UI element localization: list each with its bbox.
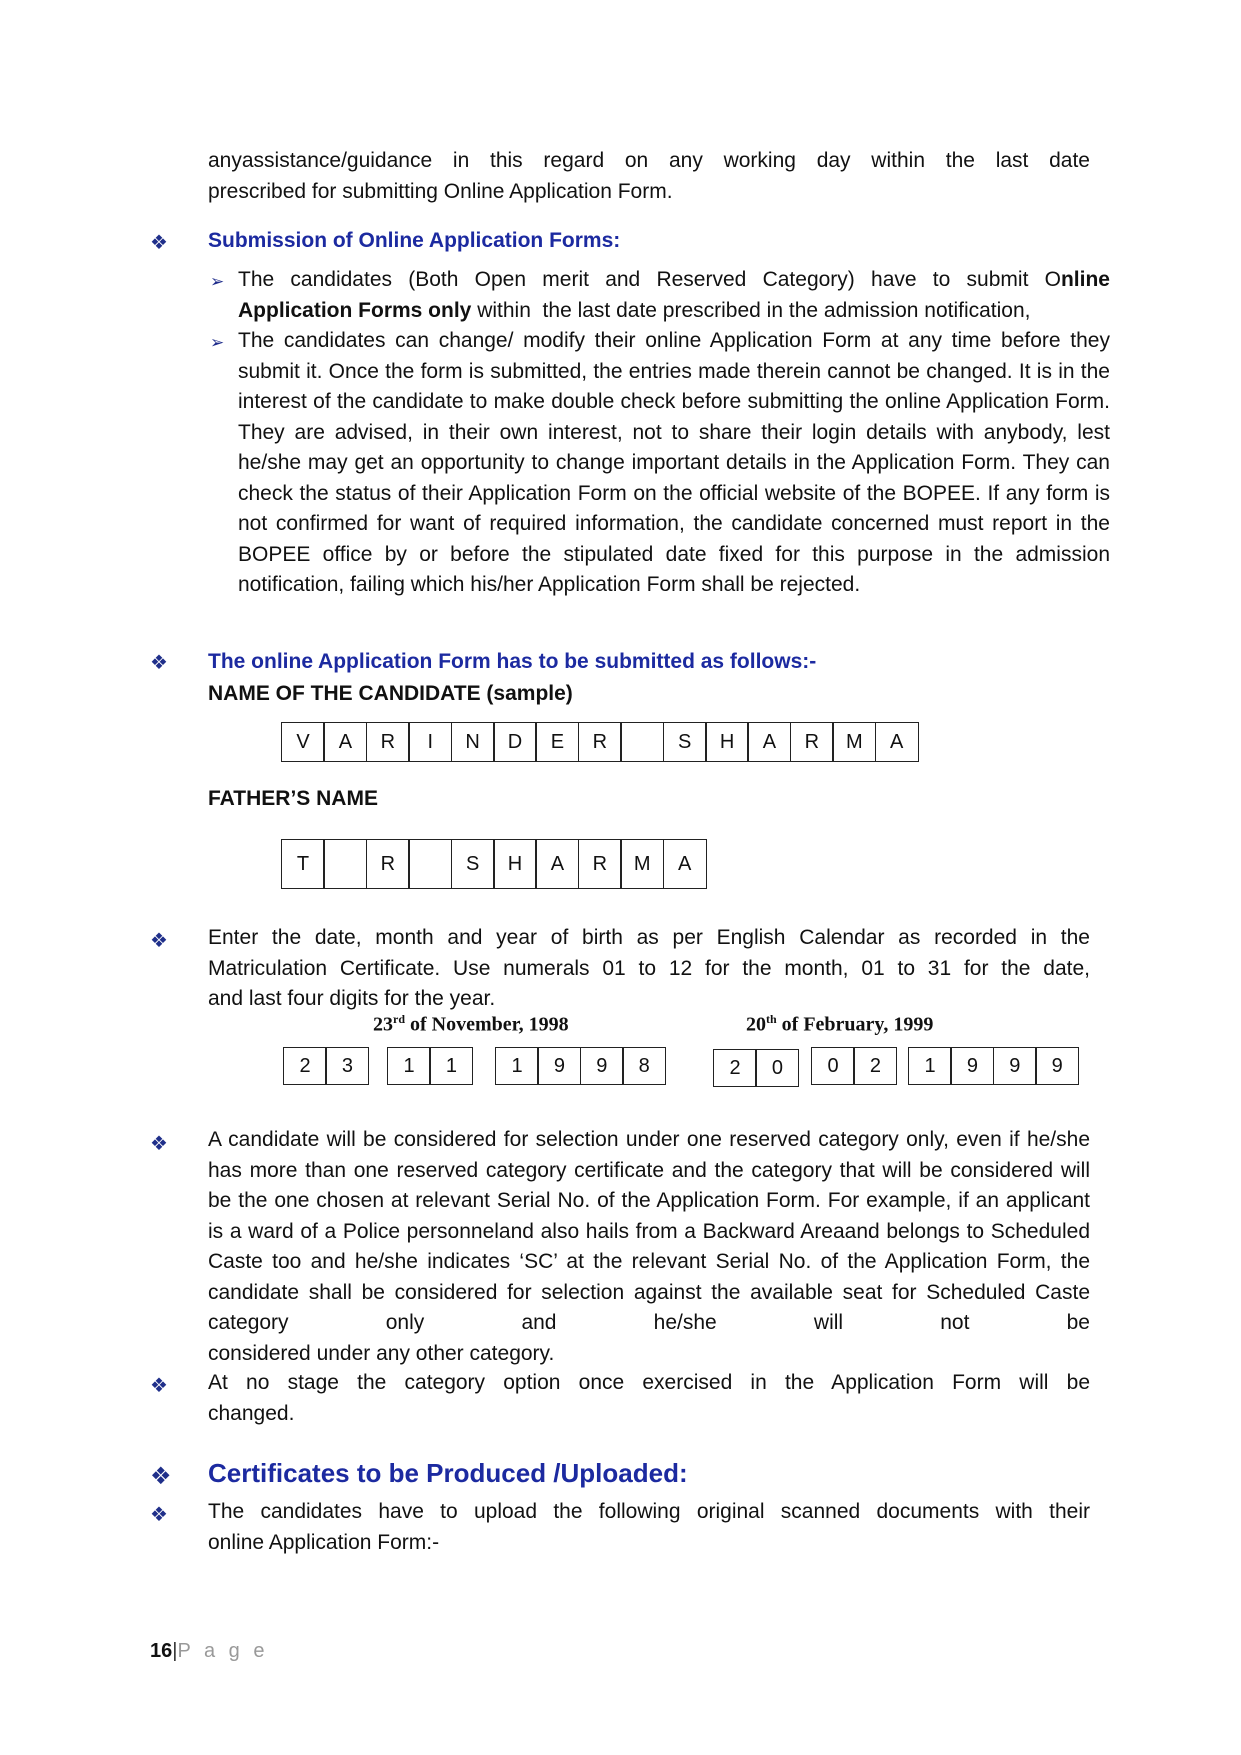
char-box: 2 [853,1047,897,1085]
category-option-last: changed. [208,1401,295,1425]
bullet-icon: ❖ [150,230,168,254]
intro-line-2: prescribed for submitting Online Application Form. [208,179,673,203]
item2-text: The candidates can change/ modify their online Application Form at any time before they submit it. Once the form is submitted, the entries made therein cannot be changed. It is in the interest of the candidate to make double check before submitting the online Application Form. They are advised, in their own interest, not to share their login details with anybody, lest he/she may get an opportunity to change important details in the Application Form. They can check the status of their Application Form on the official website of the BOPEE. If any form is not confirmed for want of required information, the candidate concerned must report in the BOPEE office by or before the stipulated date fixed for this purpose in the admission [238,329,1110,566]
char-box: 9 [950,1047,994,1085]
arrow-icon: ➢ [210,272,225,292]
certificates-heading: Certificates to be Produced /Uploaded: [208,1458,688,1488]
submission-heading: Submission of Online Application Forms: [208,229,621,252]
char-box: 2 [713,1049,757,1087]
char-box: 9 [1035,1047,1079,1085]
dob-example-2-caption: 20th of February, 1999 [746,1012,934,1036]
char-box: H [493,839,537,889]
item1-text-b: nline [1060,268,1110,291]
item1-text-a: The candidates (Both Open merit and Reserved Category) have to submit O [238,268,1061,291]
intro-line-1: anyassistance/guidance in this regard on any working day within the last date [208,149,1090,172]
sample-heading: The online Application Form has to be submitted as follows:- [208,650,817,673]
char-box: A [875,722,919,762]
char-box [323,839,367,889]
footer-separator: | [172,1640,178,1662]
char-box: R [578,722,622,762]
char-box: E [535,722,579,762]
dob-paragraph [208,923,1090,1015]
char-box: M [832,722,876,762]
bullet-icon: ❖ [150,1131,168,1155]
dob-example-1-year-boxes [495,1047,666,1085]
item2-last-line: notification, failing which his/her Application Form shall be rejected. [238,573,861,596]
char-box: R [366,839,410,889]
item1-text-c: Application Forms only [238,298,472,322]
father-name-label: FATHER’S NAME [208,787,378,810]
father-name-boxes [281,839,707,889]
char-box: N [451,722,495,762]
char-box: T [281,839,325,889]
submission-item-2 [238,326,1110,601]
char-box: A [323,722,367,762]
char-box: 1 [908,1047,952,1085]
char-box [620,722,664,762]
char-box: 0 [755,1049,799,1087]
char-box: 1 [387,1047,431,1085]
char-box: 0 [811,1047,855,1085]
char-box: 9 [580,1047,624,1085]
category-option-paragraph [208,1368,1090,1429]
char-box: 1 [495,1047,539,1085]
char-box: A [663,839,707,889]
dob-example-1-month-boxes [387,1047,473,1085]
char-box: 8 [622,1047,666,1085]
char-box: M [620,839,664,889]
page-footer [150,1640,268,1663]
char-box: R [366,722,410,762]
char-box: R [578,839,622,889]
char-box: S [451,839,495,889]
bullet-icon: ❖ [150,1462,172,1490]
intro-paragraph [208,146,1090,207]
dob-example-2-year-boxes [908,1047,1079,1085]
char-box: R [790,722,834,762]
category-text: A candidate will be considered for selection under one reserved category only, even if he/she has more than one reserved category certificate and the category that will be considered will be the one chosen at relevant Serial No. of the Application Form. For example, if an applicant is a ward of a Police personneland also hails from a Backward Areaand belongs to Scheduled Caste too and he/she indicates ‘SC’ at the relevant Serial No. of the Application Form, the candidate shall be considered for selection against the available seat for Scheduled Caste category only and he/she will not be [208,1128,1090,1334]
candidate-name-label: NAME OF THE CANDIDATE (sample) [208,682,573,705]
char-box: A [747,722,791,762]
submission-item-1 [238,265,1110,326]
page-word: P a g e [177,1640,269,1662]
dob-text-last: and last four digits for the year. [208,987,496,1010]
char-box: H [705,722,749,762]
category-option-text: At no stage the category option once exercised in the Application Form will be [208,1371,1090,1394]
item1-text-d: within the last date prescribed in the admission notification, [471,298,1031,322]
char-box: D [493,722,537,762]
category-text-last: considered under any other category. [208,1341,555,1365]
char-box: 3 [325,1047,369,1085]
char-box: 9 [993,1047,1037,1085]
dob-example-2-month-boxes [811,1047,897,1085]
category-paragraph [208,1125,1090,1369]
dob-example-2-day-boxes [713,1049,799,1087]
char-box: 9 [537,1047,581,1085]
char-box: V [281,722,325,762]
certificates-paragraph [208,1497,1090,1558]
certificates-text: The candidates have to upload the following original scanned documents with their [208,1500,1090,1523]
bullet-icon: ❖ [150,928,168,952]
char-box: I [408,722,452,762]
char-box: 2 [283,1047,327,1085]
arrow-icon: ➢ [210,333,225,353]
bullet-icon: ❖ [150,1502,168,1526]
char-box: S [663,722,707,762]
dob-example-1-day-boxes [283,1047,369,1085]
bullet-icon: ❖ [150,650,168,674]
certificates-text-last: online Application Form:- [208,1530,440,1554]
char-box: 1 [429,1047,473,1085]
dob-example-1-caption: 23rd of November, 1998 [373,1012,569,1036]
candidate-name-boxes [281,722,919,762]
char-box [408,839,452,889]
bullet-icon: ❖ [150,1373,168,1397]
page-number: 16 [150,1640,173,1662]
char-box: A [535,839,579,889]
dob-text: Enter the date, month and year of birth as per English Calendar as recorded in the Matriculation Certificate. Use numerals 01 to 12 for the month, 01 to 31 for the date, [208,926,1090,980]
